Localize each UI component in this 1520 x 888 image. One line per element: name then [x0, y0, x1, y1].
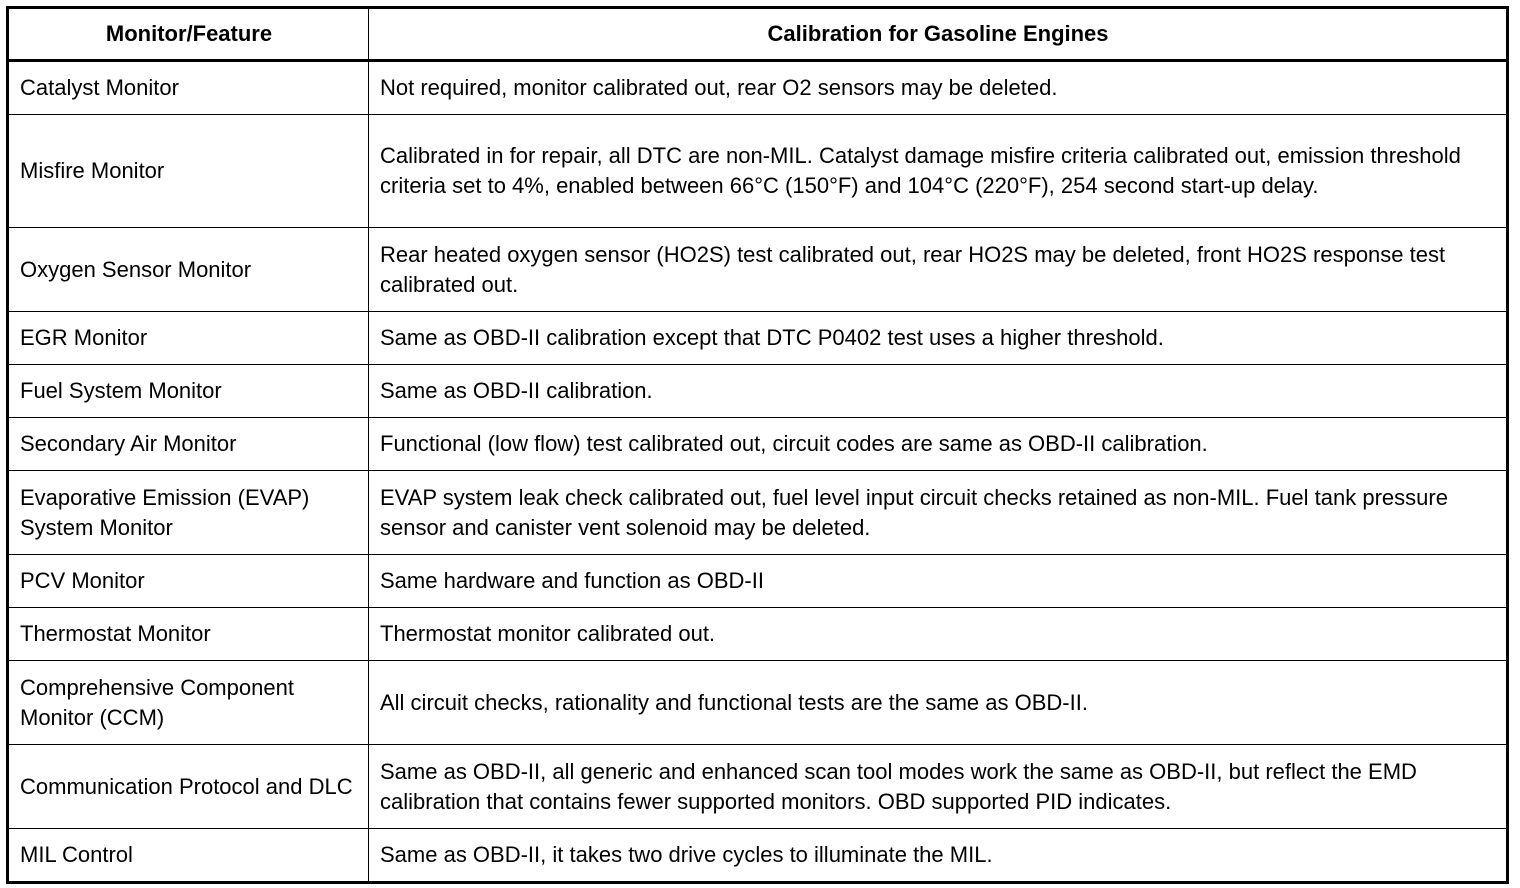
feature-cell: Misfire Monitor — [8, 115, 369, 228]
feature-cell: Fuel System Monitor — [8, 365, 369, 418]
table-row — [8, 61, 1508, 115]
calibration-cell: All circuit checks, rationality and functional tests are the same as OBD-II. — [369, 661, 1508, 745]
calibration-cell: Same as OBD-II, it takes two drive cycles to illuminate the MIL. — [369, 829, 1508, 883]
table-header-row — [8, 8, 1508, 61]
header-monitor-feature: Monitor/Feature — [8, 8, 369, 61]
feature-cell: Evaporative Emission (EVAP) System Monitor — [8, 471, 369, 555]
calibration-cell: Same hardware and function as OBD-II — [369, 555, 1508, 608]
table-row — [8, 661, 1508, 745]
table-row — [8, 471, 1508, 555]
table-row — [8, 555, 1508, 608]
table-row — [8, 608, 1508, 661]
table-row — [8, 312, 1508, 365]
table-row — [8, 829, 1508, 883]
calibration-cell: EVAP system leak check calibrated out, fuel level input circuit checks retained as non-MIL. Fuel tank pressure sensor and canister vent solenoid may be deleted. — [369, 471, 1508, 555]
calibration-cell: Same as OBD-II, all generic and enhanced scan tool modes work the same as OBD-II, but reflect the EMD calibration that contains fewer supported monitors. OBD supported PID indicates. — [369, 745, 1508, 829]
calibration-cell: Not required, monitor calibrated out, rear O2 sensors may be deleted. — [369, 61, 1508, 115]
feature-cell: EGR Monitor — [8, 312, 369, 365]
table-row — [8, 228, 1508, 312]
table-row — [8, 115, 1508, 228]
feature-cell: Comprehensive Component Monitor (CCM) — [8, 661, 369, 745]
feature-cell: Oxygen Sensor Monitor — [8, 228, 369, 312]
feature-cell: Communication Protocol and DLC — [8, 745, 369, 829]
feature-cell: Catalyst Monitor — [8, 61, 369, 115]
calibration-cell: Functional (low flow) test calibrated out, circuit codes are same as OBD-II calibration. — [369, 418, 1508, 471]
feature-cell: MIL Control — [8, 829, 369, 883]
calibration-table — [6, 6, 1509, 884]
calibration-table-container — [6, 6, 1506, 884]
table-row — [8, 365, 1508, 418]
calibration-cell: Same as OBD-II calibration. — [369, 365, 1508, 418]
calibration-cell: Rear heated oxygen sensor (HO2S) test calibrated out, rear HO2S may be deleted, front HO2S response test calibrated out. — [369, 228, 1508, 312]
header-calibration: Calibration for Gasoline Engines — [369, 8, 1508, 61]
calibration-cell: Same as OBD-II calibration except that DTC P0402 test uses a higher threshold. — [369, 312, 1508, 365]
calibration-cell: Calibrated in for repair, all DTC are non-MIL. Catalyst damage misfire criteria calibrated out, emission threshold criteria set to 4%, enabled between 66°C (150°F) and 104°C (220°F), 254 second start-up delay. — [369, 115, 1508, 228]
table-row — [8, 418, 1508, 471]
table-row — [8, 745, 1508, 829]
feature-cell: PCV Monitor — [8, 555, 369, 608]
calibration-cell: Thermostat monitor calibrated out. — [369, 608, 1508, 661]
feature-cell: Secondary Air Monitor — [8, 418, 369, 471]
feature-cell: Thermostat Monitor — [8, 608, 369, 661]
